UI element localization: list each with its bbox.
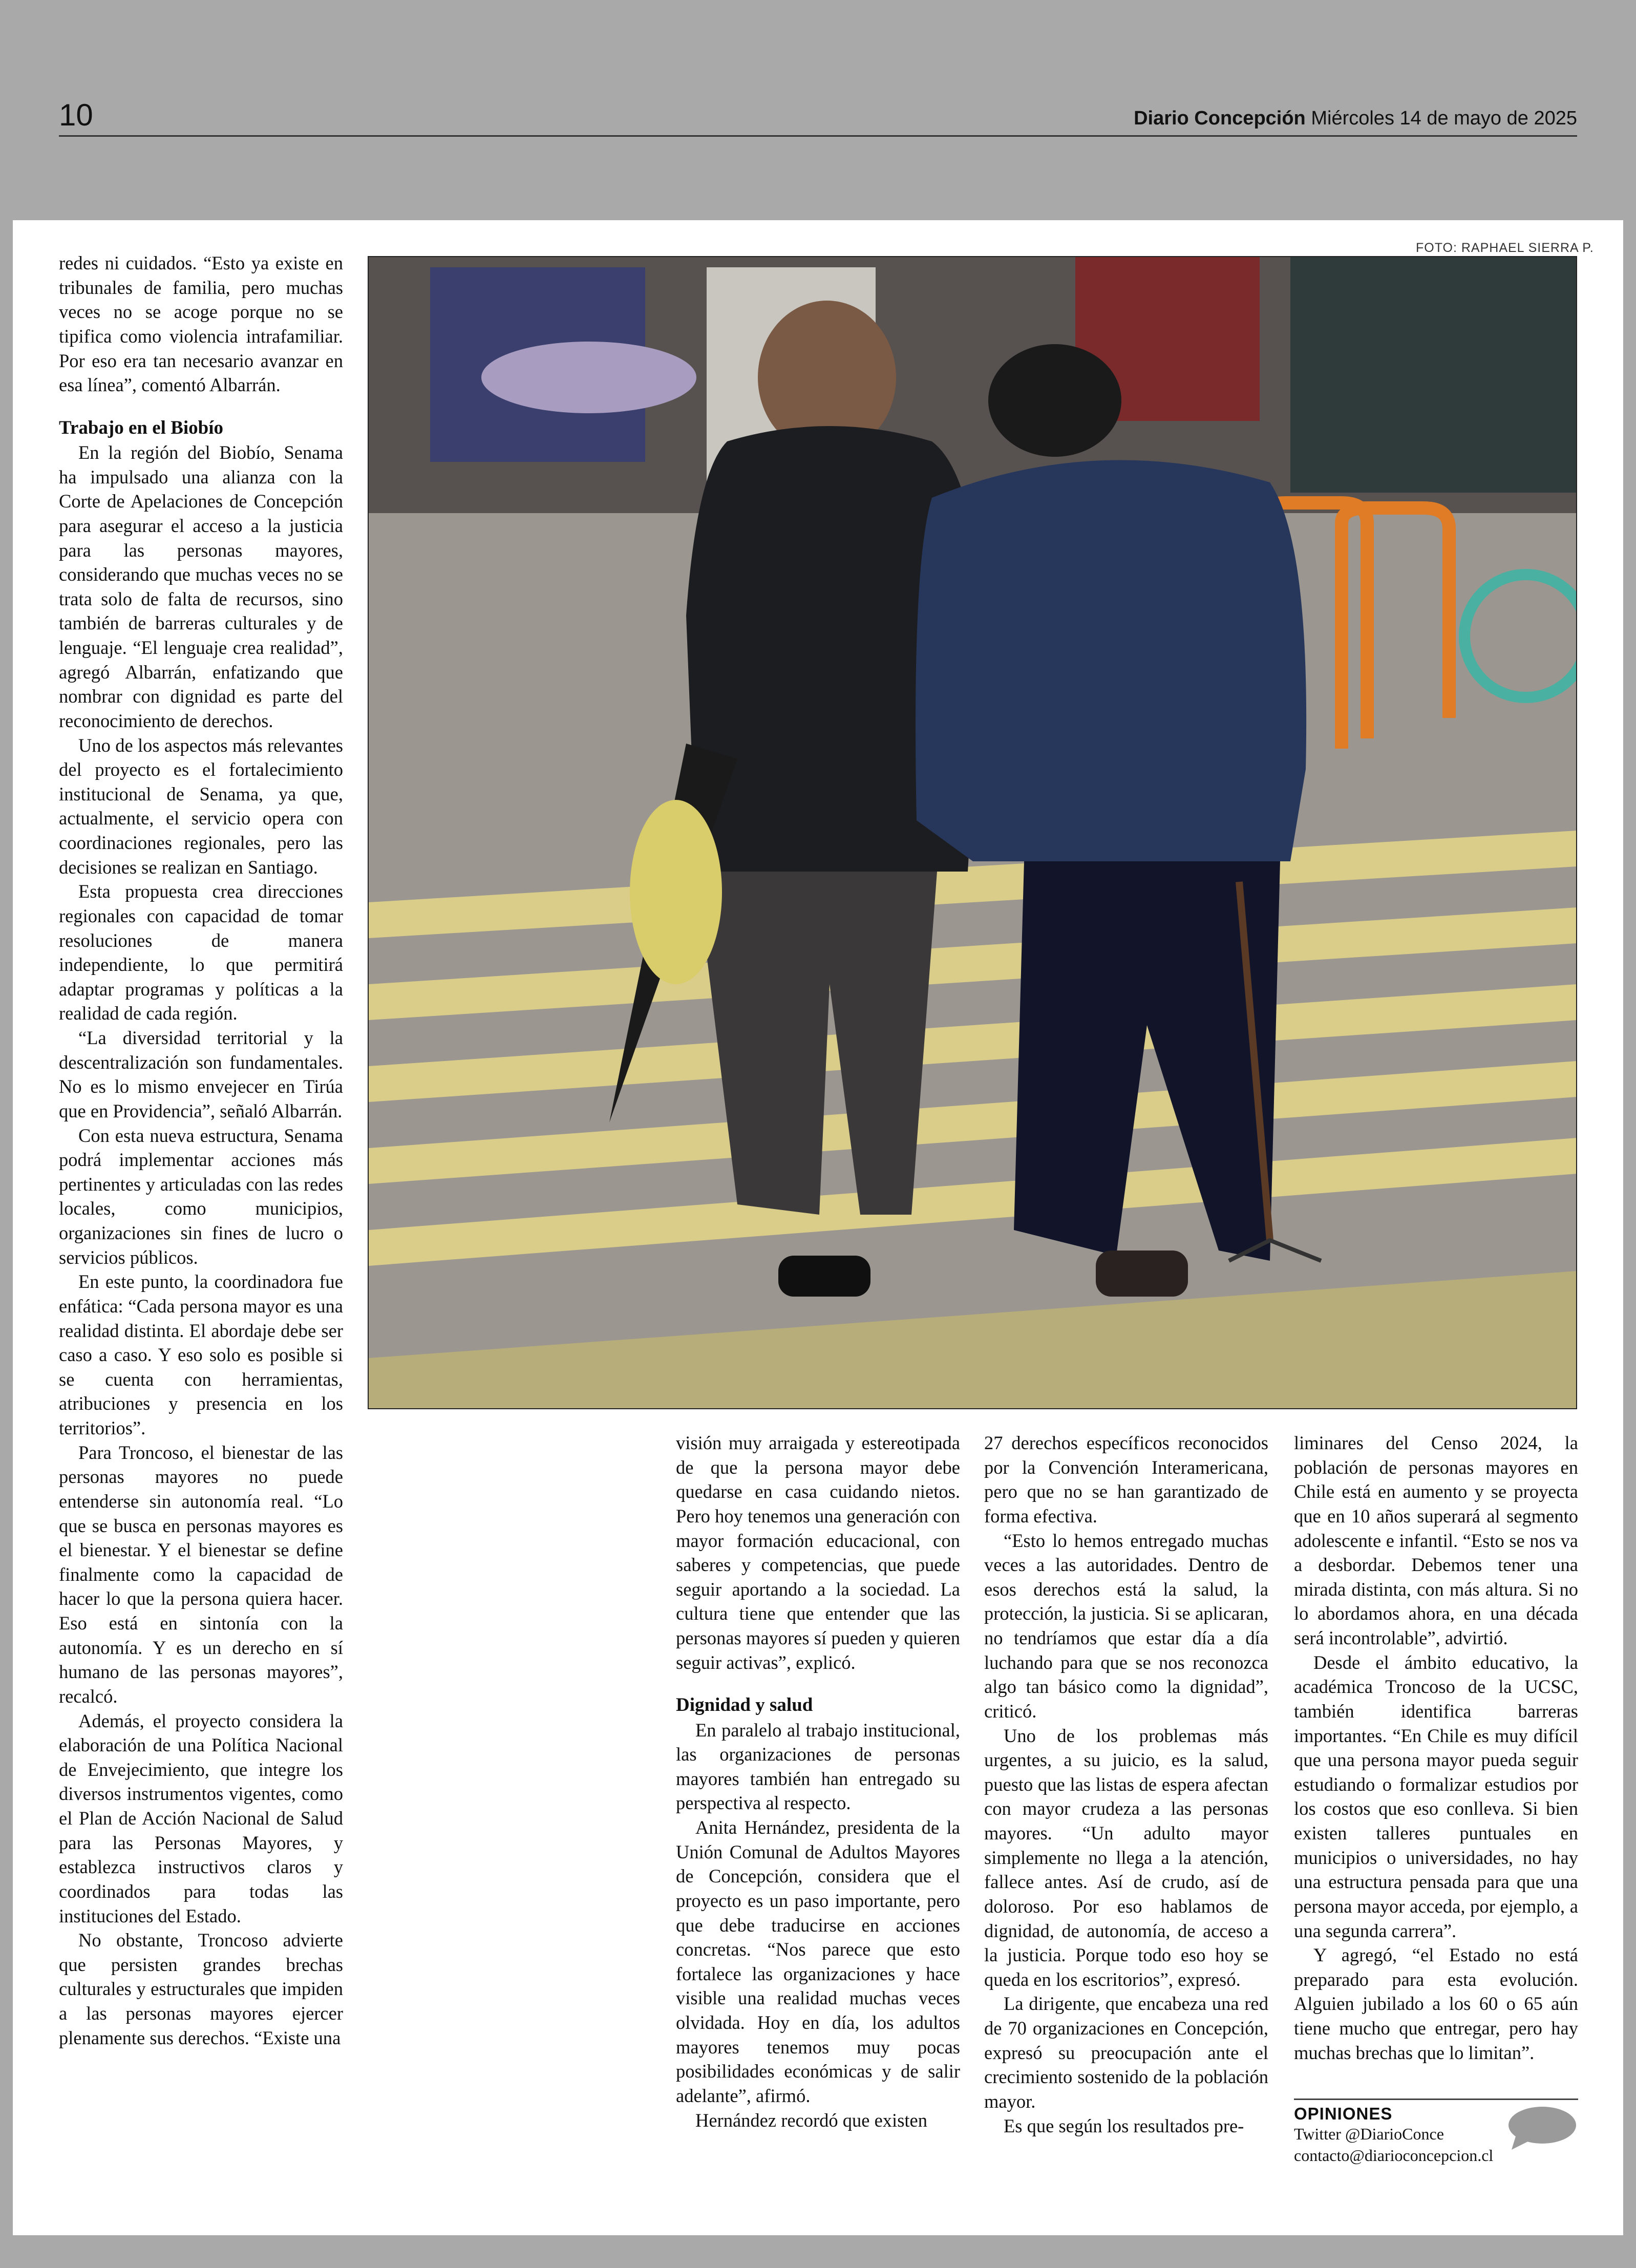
paragraph: Desde el ámbito educativo, la académica Troncoso de la UCSC, también identifica barreras importantes. “En Chile es muy difícil que una persona mayor pueda seguir estudiando o formalizar estudios por los costos que eso conlleva. Si bien existen talleres puntuales en municipios o universidades, no hay una estructura pensada para que una persona mayor acceda, por ejemplo, a una segunda carrera”. bbox=[1294, 1651, 1578, 1941]
paragraph: En paralelo al trabajo institucional, las organizaciones de personas mayores también han entregado su perspectiva al respecto. bbox=[676, 1719, 960, 1814]
paragraph: La dirigente, que encabeza una red de 70 organizaciones en Concepción, expresó su preocupación ante el crecimiento sostenido de la población mayor. bbox=[984, 1993, 1268, 2112]
masthead bbox=[1134, 108, 1577, 130]
photo-credit: FOTO: RAPHAEL SIERRA P. bbox=[1416, 241, 1594, 255]
paragraph: Esta propuesta crea direcciones regionales con capacidad de tomar resoluciones de manera independiente, lo que permitirá adaptar programas y políticas a la realidad de cada región. bbox=[59, 881, 343, 1024]
paragraph: Para Troncoso, el bienestar de las personas mayores no puede entenderse sin autonomía real. “Lo que se busca en personas mayores es el bienestar. Y el bienestar se define finalmente como la capacidad de hacer lo que la persona quiera hacer. Eso está en sintonía con la autonomía. Y es un derecho en sí humano de las personas mayores”, recalcó. bbox=[59, 1442, 343, 1707]
paragraph: Además, el proyecto considera la elaboración de una Política Nacional de Envejecimiento, que integre los diversos instrumentos vigentes, como el Plan de Acción Nacional de Salud para las Personas Mayores, y establezca instructivos claros y coordinados para todas las instituciones del Estado. bbox=[59, 1710, 343, 1926]
paragraph: Uno de los problemas más urgentes, a su juicio, es la salud, puesto que las listas de espera afectan con mayor crudeza a las personas mayores. “Un adulto mayor simplemente no llega a la atención, fallece antes. Así de crudo, así de doloroso. Por eso hablamos de dignidad, de autonomía, de acceso a la justicia. Porque todo eso hoy se queda en los escritorios”, expresó. bbox=[984, 1725, 1268, 1990]
header-rule bbox=[59, 135, 1577, 137]
paragraph: “Esto lo hemos entregado muchas veces a las autoridades. Dentro de esos derechos está la salud, la protección, la justicia. Si se aplicaran, no tendríamos que estar día a día luchando para que se nos reconozca algo tan básico como la dignidad”, criticó. bbox=[984, 1530, 1268, 1722]
article-column-2 bbox=[676, 1431, 960, 2132]
newspaper-name: Diario Concepción bbox=[1134, 108, 1306, 129]
paragraph: liminares del Censo 2024, la población de personas mayores en Chile está en aumento y se proyecta que en 10 años superará al segmento adolescente e infantil. “Esto se nos va a desbordar. Debemos tener una mirada distinta, con más altura. Si no lo abordamos ahora, en una década será incontrolable”, advirtió. bbox=[1294, 1432, 1578, 1648]
subheading: Dignidad y salud bbox=[676, 1694, 813, 1716]
paragraph: Con esta nueva estructura, Senama podrá implementar acciones más pertinentes y articuladas con las redes locales, como municipios, organizaciones sin fines de lucro o servicios públicos. bbox=[59, 1125, 343, 1268]
elderly-women-crossing-photo bbox=[369, 257, 1577, 1409]
opinions-title: OPINIONES bbox=[1294, 2104, 1393, 2123]
paragraph: “La diversidad territorial y la descentralización son fundamentales. No es lo mismo envejecer en Tirúa que en Providencia”, señaló Albarrán. bbox=[59, 1027, 343, 1121]
paragraph: 27 derechos específicos reconocidos por la Convención Interamericana, pero que no se han garantizado de forma efectiva. bbox=[984, 1432, 1268, 1527]
contact-email[interactable]: contacto@diarioconcepcion.cl bbox=[1294, 2146, 1494, 2165]
article-column-1 bbox=[59, 251, 343, 2050]
speech-bubble-icon bbox=[1505, 2105, 1577, 2151]
paragraph: En este punto, la coordinadora fue enfática: “Cada persona mayor es una realidad distinta. El abordaje debe ser caso a caso. Y eso solo es posible si se cuenta con herramientas, atribuciones y presencia en los territorios”. bbox=[59, 1271, 343, 1439]
paragraph: En la región del Biobío, Senama ha impulsado una alianza con la Corte de Apelaciones de Concepción para asegurar el acceso a la justicia para las personas mayores, considerando que muchas veces no se trata solo de falta de recursos, sino también de barreras culturales y de lenguaje. “El lenguaje crea realidad”, agregó Albarrán, enfatizando que nombrar con dignidad es parte del reconocimiento de derechos. bbox=[59, 442, 343, 731]
paragraph: No obstante, Troncoso advierte que persisten grandes brechas culturales y estructurales que impiden a las personas mayores ejercer plenamente sus derechos. “Existe una bbox=[59, 1930, 343, 2048]
paragraph: Uno de los aspectos más relevantes del proyecto es el fortalecimiento institucional de Senama, ya que, actualmente, el servicio opera con coordinaciones regionales, pero las decisiones se realizan en Santiago. bbox=[59, 734, 343, 878]
paragraph: Anita Hernández, presidenta de la Unión Comunal de Adultos Mayores de Concepción, considera que el proyecto es un paso importante, pero que debe traducirse en acciones concretas. “Nos parece que esto fortalece las organizaciones y hace visible una realidad muchas veces olvidada. Hoy en día, los adultos mayores tenemos muy pocas posibilidades económicas y de salir adelante”, afirmó. bbox=[676, 1817, 960, 2106]
article-column-3 bbox=[984, 1431, 1268, 2138]
paragraph: redes ni cuidados. “Esto ya existe en tribunales de familia, pero muchas veces no se acoge porque no se tipifica como violencia intrafamiliar. Por eso era tan necesario avanzar en esa línea”, comentó Albarrán. bbox=[59, 252, 343, 396]
twitter-handle[interactable]: Twitter @DiarioConce bbox=[1294, 2125, 1444, 2143]
paragraph: visión muy arraigada y estereotipada de que la persona mayor debe quedarse en casa cuidando nietos. Pero hoy tenemos una generación con mayor formación educacional, con saberes y competencias, que puede seguir aportando a la sociedad. La cultura tiene que entender que las personas mayores sí pueden y quieren seguir activas”, explicó. bbox=[676, 1432, 960, 1673]
news-photo bbox=[368, 256, 1577, 1409]
paragraph: Es que según los resultados pre- bbox=[1004, 2115, 1244, 2136]
issue-date: Miércoles 14 de mayo de 2025 bbox=[1311, 108, 1577, 129]
paragraph: Y agregó, “el Estado no está preparado para esta evolución. Alguien jubilado a los 60 o 65 aún tiene mucho que entregar, pero hay muchas brechas que lo limitan”. bbox=[1294, 1944, 1578, 2063]
article-column-4 bbox=[1294, 1431, 1578, 2065]
paragraph: Hernández recordó que existen bbox=[695, 2109, 927, 2131]
page-number: 10 bbox=[59, 98, 93, 132]
subheading: Trabajo en el Biobío bbox=[59, 417, 224, 438]
